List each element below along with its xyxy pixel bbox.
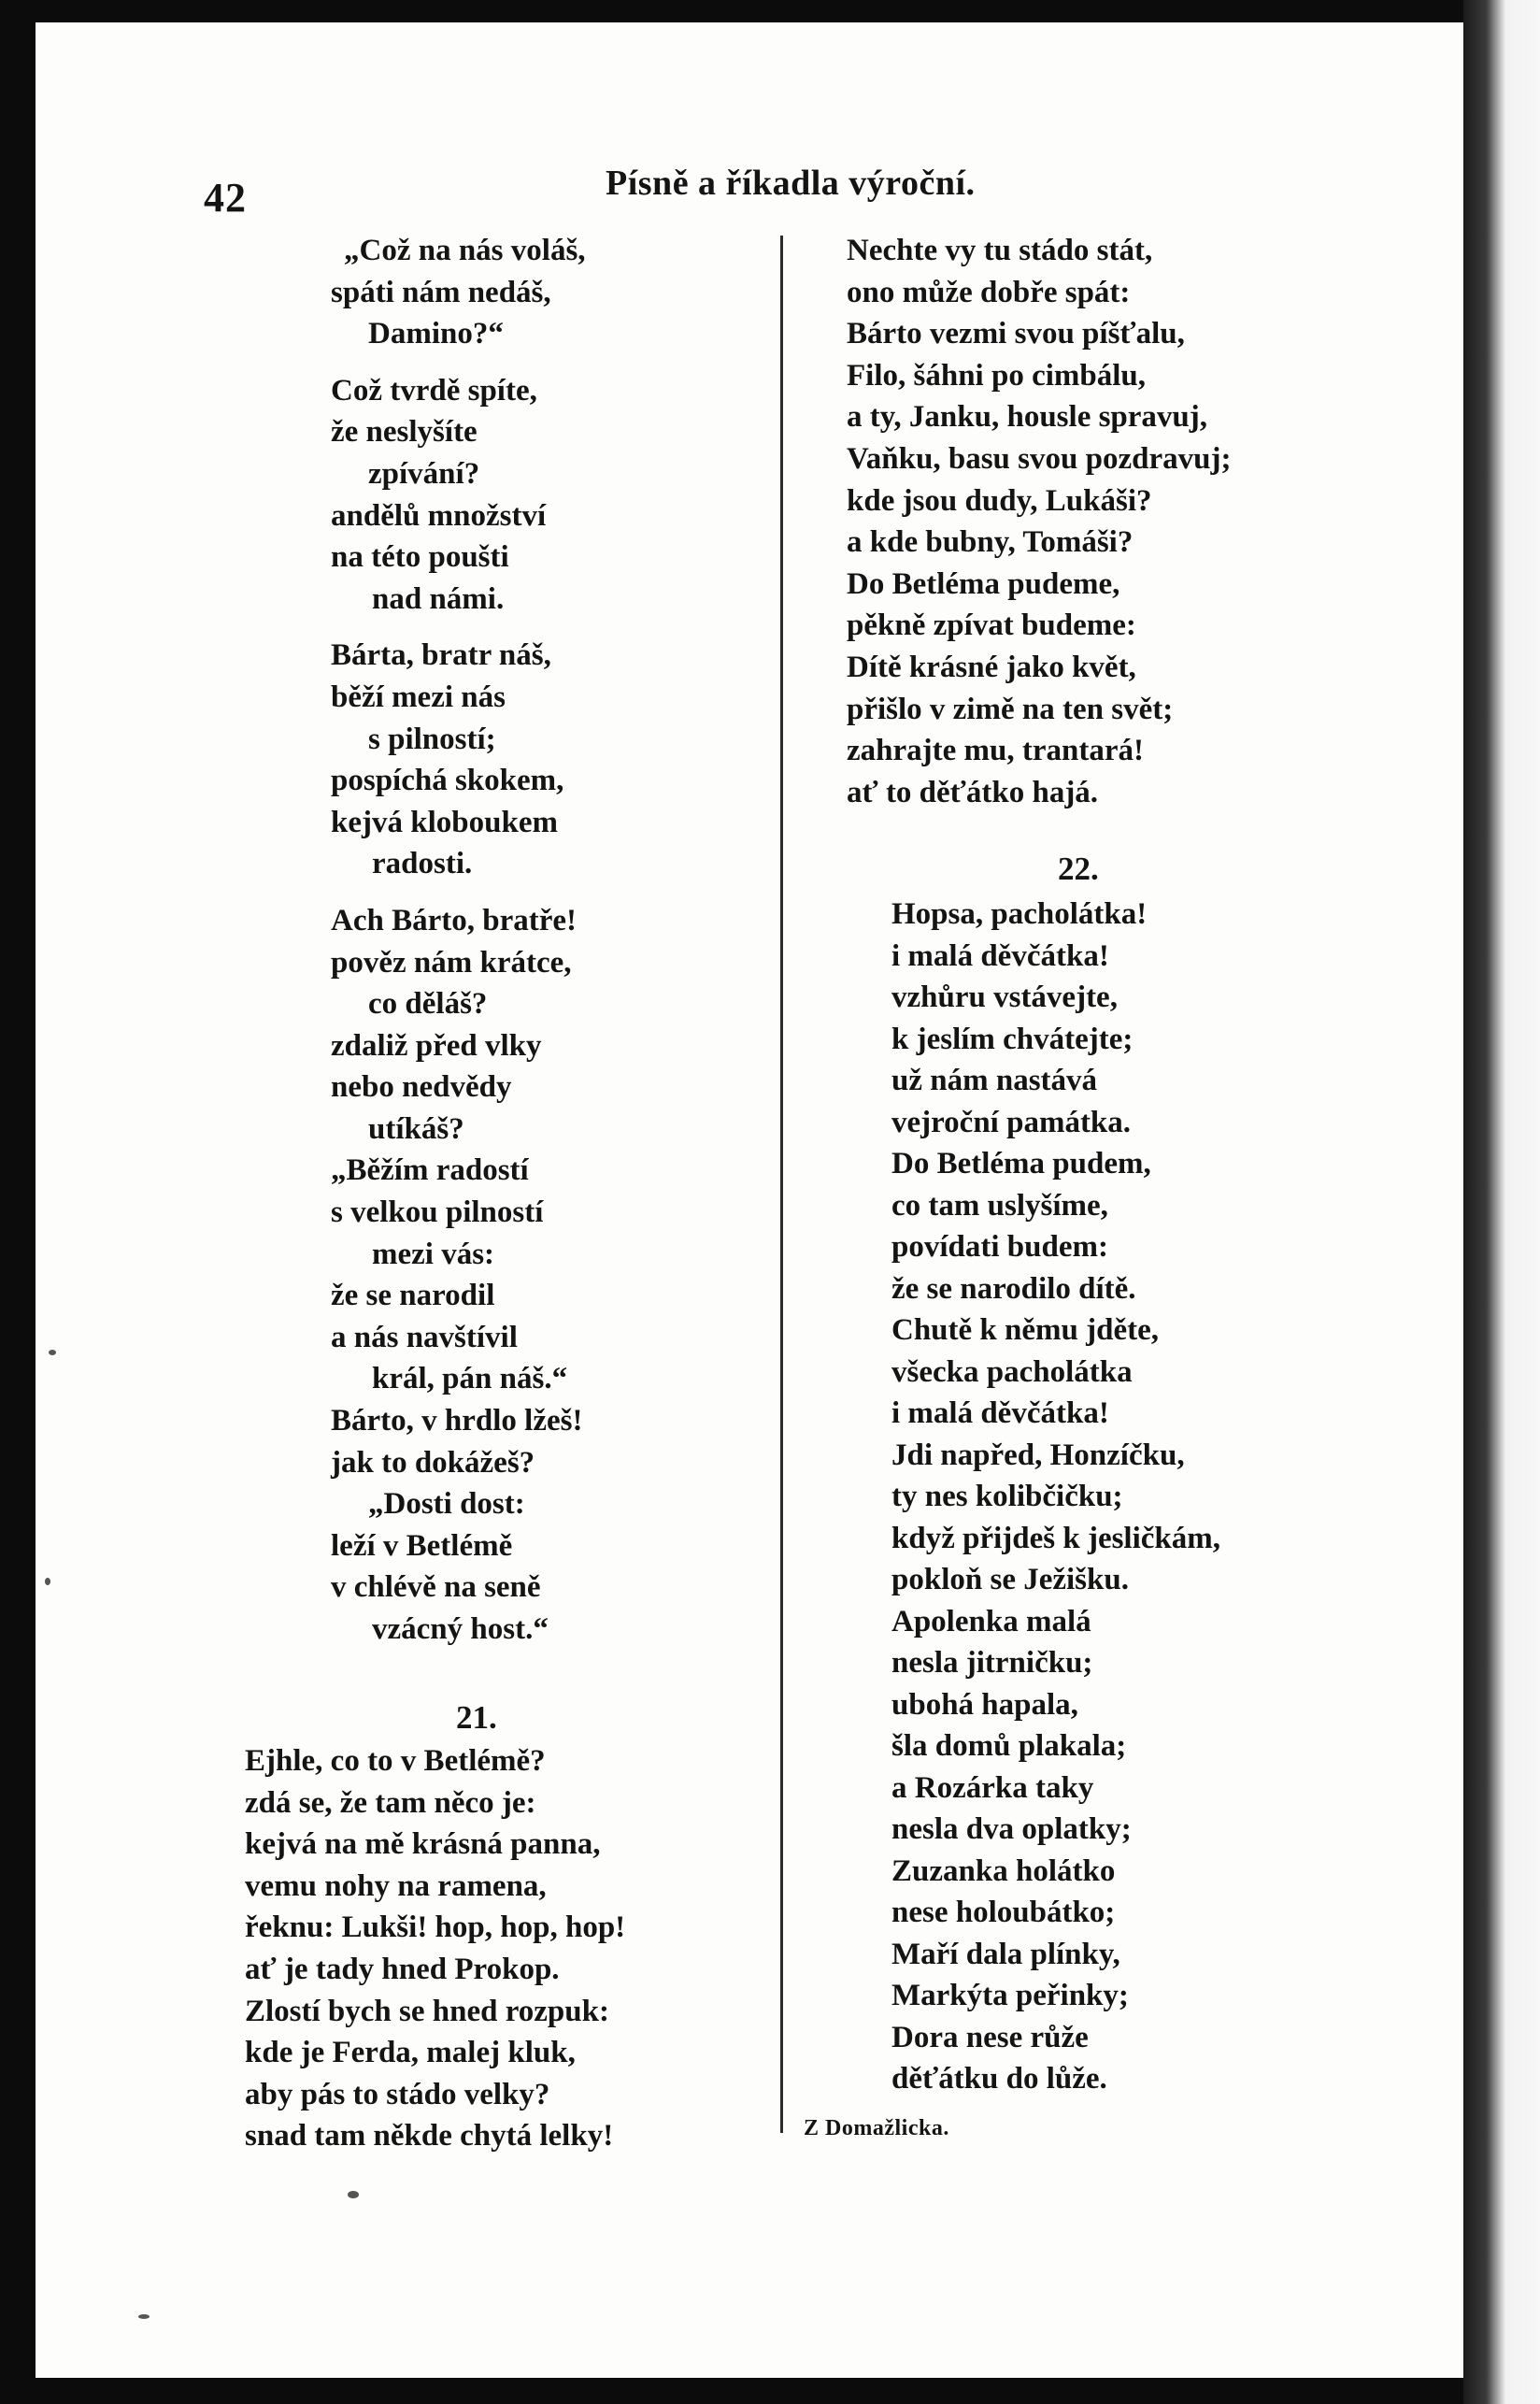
verse-line: k jeslím chvátejte; <box>891 1022 1134 1056</box>
verse-line: všecka pacholátka <box>891 1354 1133 1389</box>
verse-line: spáti nám nedáš, <box>331 275 551 309</box>
song-21-right <box>847 230 1231 813</box>
page-edge-shadow <box>1463 0 1540 2404</box>
verse-line: že se narodilo dítě. <box>891 1271 1136 1306</box>
verse-line: Bárta, bratr náš, <box>331 638 551 673</box>
print-speck <box>49 1350 56 1355</box>
verse-line: nad námi. <box>372 581 505 616</box>
verse-line: zdá se, že tam něco je: <box>245 1785 536 1820</box>
verse-line: utíkáš? <box>368 1111 464 1146</box>
verse-line: povídati budem: <box>891 1230 1108 1264</box>
column-divider <box>780 236 783 2133</box>
verse-line: a ty, Janku, housle spravuj, <box>847 400 1208 435</box>
verse-line: Zuzanka holátko <box>891 1853 1116 1888</box>
verse-line: král, pán náš.“ <box>372 1362 568 1396</box>
verse-line: ať to děťátko hajá. <box>847 775 1099 809</box>
verse-line: Damino?“ <box>368 317 504 351</box>
verse-line: nebo nedvědy <box>331 1070 512 1105</box>
verse-line: řeknu: Lukši! hop, hop, hop! <box>245 1910 626 1945</box>
verse-line: ty nes kolibčičku; <box>891 1480 1123 1513</box>
verse-line: Hopsa, pacholátka! <box>891 897 1148 931</box>
verse-line: aby pás to stádo velky? <box>245 2077 550 2111</box>
verse-line: s velkou pilností <box>331 1195 544 1230</box>
verse-line: šla domů plakala; <box>891 1729 1127 1763</box>
verse-line: co děláš? <box>368 987 488 1022</box>
verse-line: pěkně zpívat budeme: <box>847 608 1136 643</box>
verse-line: Filo, šáhni po cimbálu, <box>847 358 1146 393</box>
verse-line: radosti. <box>372 847 473 881</box>
verse-line: Ejhle, co to v Betlémě? <box>245 1744 546 1778</box>
verse-line: vzácný host.“ <box>372 1612 549 1646</box>
verse-line: a Rozárka taky <box>891 1770 1094 1805</box>
verse-line: Apolenka malá <box>891 1604 1091 1638</box>
verse-line: „Dosti dost: <box>368 1487 525 1522</box>
song-number-22: 22. <box>1058 851 1099 887</box>
verse-line: vemu nohy na ramena, <box>245 1868 547 1903</box>
verse-line: Dítě krásné jako květ, <box>847 650 1136 684</box>
verse-line: i malá děvčátka! <box>891 1396 1109 1430</box>
verse-line: „Běžím radostí <box>331 1153 529 1188</box>
verse-line: Ach Bárto, bratře! <box>331 903 578 937</box>
verse-line: běží mezi nás <box>331 680 506 714</box>
source-note: Z Domažlicka. <box>804 2116 949 2140</box>
verse-line: Bárto, v hrdlo lžeš! <box>331 1404 583 1438</box>
verse-line: snad tam někde chytá lelky! <box>245 2119 614 2154</box>
verse-line: Nechte vy tu stádo stát, <box>847 234 1153 267</box>
print-speck <box>348 2191 359 2198</box>
song-22 <box>891 894 1220 2100</box>
verse-line: ono může dobře spát: <box>847 275 1131 309</box>
verse-line: ať je tady hned Prokop. <box>245 1952 560 1986</box>
verse-line: Chutě k němu jděte, <box>891 1313 1159 1347</box>
stanza <box>331 230 586 355</box>
stanza <box>331 900 586 1651</box>
verse-line: že se narodil <box>331 1279 495 1313</box>
book-page <box>36 22 1463 2378</box>
verse-line: Bárto vezmi svou píšťalu, <box>847 317 1185 351</box>
verse-line: leží v Betlémě <box>331 1528 513 1563</box>
verse-line: děťátku do lůže. <box>891 2062 1107 2096</box>
verse-line: nese holoubátko; <box>891 1896 1116 1929</box>
verse-line: co tam uslyšíme, <box>891 1188 1108 1223</box>
verse-line: když přijdeš k jesličkám, <box>891 1521 1221 1555</box>
stanza <box>331 370 586 621</box>
stanza <box>331 635 586 885</box>
verse-line: Markýta peřinky; <box>891 1979 1129 2012</box>
verse-line: i malá děvčátka! <box>891 938 1109 973</box>
verse-line: zdaliž před vlky <box>331 1028 542 1063</box>
verse-line: Do Betléma pudem, <box>891 1147 1151 1181</box>
verse-line: nesla dva oplatky; <box>891 1812 1132 1846</box>
verse-line: ubohá hapala, <box>891 1687 1078 1722</box>
verse-line: už nám nastává <box>891 1064 1098 1097</box>
verse-line: pověz nám krátce, <box>331 945 572 980</box>
verse-line: Do Betléma pudeme, <box>847 566 1120 601</box>
verse-line: zpívání? <box>368 456 480 491</box>
verse-line: kejvá na mě krásná panna, <box>245 1827 601 1862</box>
verse-line: na této poušti <box>331 540 509 575</box>
verse-line: Dora nese růže <box>891 2020 1089 2054</box>
verse-line: a kde bubny, Tomáši? <box>847 525 1134 560</box>
verse-line: „Což na nás voláš, <box>344 234 586 267</box>
song-number-21: 21. <box>456 1699 497 1736</box>
running-title: Písně a říkadla výroční. <box>606 164 976 203</box>
verse-line: andělů množství <box>331 498 547 533</box>
verse-line: Zlostí bych se hned rozpuk: <box>245 1994 609 2028</box>
verse-line: s pilností; <box>368 722 496 756</box>
verse-line: vzhůru vstávejte, <box>891 980 1118 1014</box>
verse-line: pokloň se Ježišku. <box>891 1563 1129 1596</box>
song-21-left <box>245 1740 625 2157</box>
left-column <box>331 230 586 1651</box>
verse-line: jak to dokážeš? <box>331 1445 535 1480</box>
verse-line: Což tvrdě spíte, <box>331 373 537 408</box>
verse-line: kde je Ferda, malej kluk, <box>245 2036 576 2070</box>
verse-line: Jdi napřed, Honzíčku, <box>891 1438 1185 1472</box>
verse-line: mezi vás: <box>372 1237 495 1271</box>
verse-line: kde jsou dudy, Lukáši? <box>847 483 1152 518</box>
verse-line: zahrajte mu, trantará! <box>847 734 1144 768</box>
verse-line: přišlo v zimě na ten svět; <box>847 692 1174 726</box>
verse-line: nesla jitrničku; <box>891 1646 1093 1680</box>
verse-line: že neslyšíte <box>331 415 478 450</box>
print-speck <box>45 1578 50 1585</box>
verse-line: Vaňku, basu svou pozdravuj; <box>847 441 1232 476</box>
page-number: 42 <box>204 175 247 221</box>
print-speck <box>138 2314 150 2319</box>
verse-line: kejvá kloboukem <box>331 805 558 839</box>
verse-line: a nás navštívil <box>331 1320 518 1354</box>
verse-line: pospíchá skokem, <box>331 764 564 798</box>
verse-line: v chlévě na seně <box>331 1570 541 1605</box>
verse-line: vejroční památka. <box>891 1105 1132 1139</box>
verse-line: Maří dala plínky, <box>891 1937 1120 1971</box>
